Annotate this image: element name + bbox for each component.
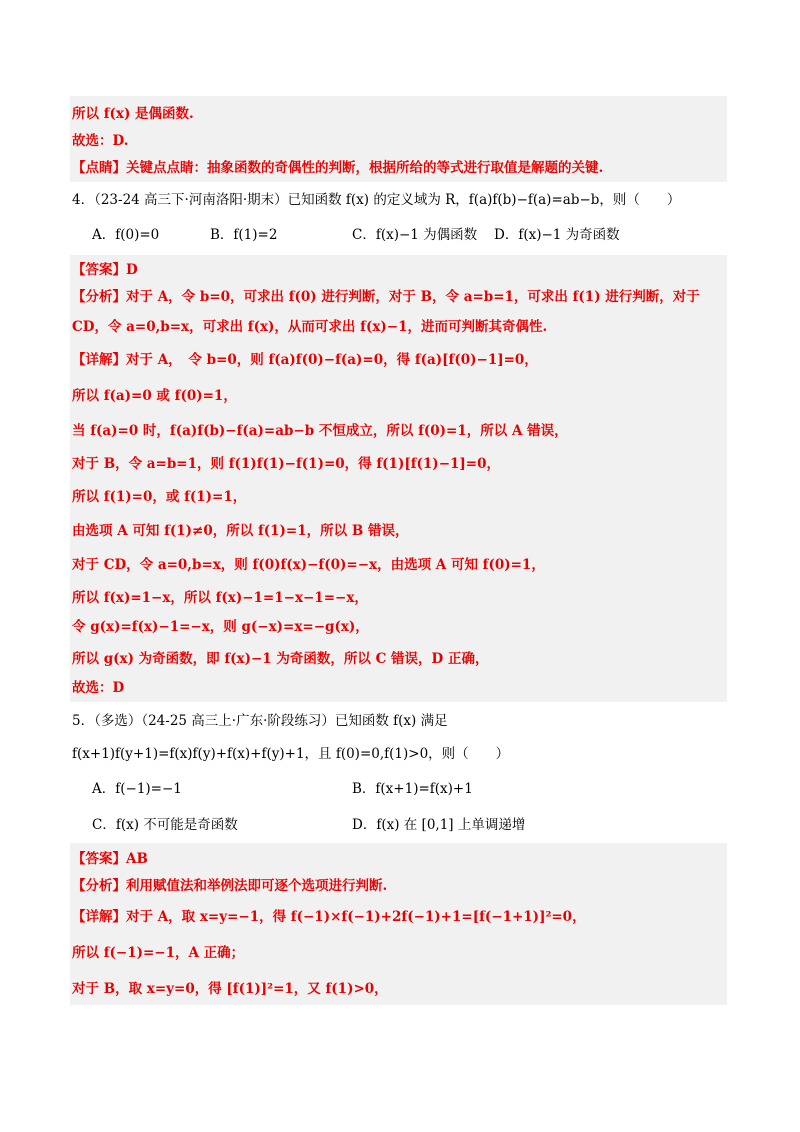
q4-option-c: C．f(x)−1 为偶函数 [352, 227, 478, 243]
q5-option-a: A．f(−1)=−1 [92, 781, 182, 797]
answer-line: 【答案】AB [72, 851, 148, 867]
detail-line: 【详解】对于 A，取 x=y=−1，得 f(−1)×f(−1)+2f(−1)+1=[f(−1+1)]²=0， [72, 909, 586, 925]
detail-line: 【详解】对于 A， 令 b=0，则 f(a)f(0)−f(a)=0，得 f(a)[f(0)−1]=0， [72, 352, 538, 368]
question-5-stem-equation: f(x+1)f(y+1)=f(x)f(y)+f(x)+f(y)+1，且 f(0)=0,f(1)>0，则（ ） [72, 746, 510, 762]
detail-line: 对于 B，令 a=b=1，则 f(1)f(1)−f(1)=0，得 f(1)[f(1)−1]=0， [72, 456, 500, 472]
detail-line: 令 g(x)=f(x)−1=−x，则 g(−x)=x=−g(x)， [72, 619, 369, 635]
q5-option-c: C．f(x) 不可能是奇函数 [92, 817, 238, 833]
detail-line: 所以 g(x) 为奇函数，即 f(x)−1 为奇函数，所以 C 错误，D 正确， [72, 651, 489, 667]
detail-line: 所以 f(x)=1−x，所以 f(x)−1=1−x−1=−x， [72, 590, 368, 606]
key-point-line: 【点睛】关键点点睛：抽象函数的奇偶性的判断，根据所给的等式进行取值是解题的关键. [72, 160, 604, 176]
q4-option-d: D．f(x)−1 为奇函数 [494, 227, 620, 243]
q4-option-a: A．f(0)=0 [92, 227, 160, 243]
analysis-line: 【分析】对于 A，令 b=0，可求出 f(0) 进行判断，对于 B，令 a=b=1，可求出 f(1) 进行判断，对于 [72, 289, 700, 305]
detail-line: 对于 B，取 x=y=0，得 [f(1)]²=1，又 f(1)>0， [72, 981, 388, 997]
q5-option-b: B．f(x+1)=f(x)+1 [352, 781, 473, 797]
analysis-line: 【分析】利用赋值法和举例法即可逐个选项进行判断. [72, 878, 388, 894]
analysis-line: CD，令 a=0,b=x，可求出 f(x)，从而可求出 f(x)−1，进而可判断其奇偶性. [72, 319, 548, 335]
detail-line: 所以 f(−1)=−1，A 正确； [72, 945, 245, 961]
detail-line: 当 f(a)=0 时，f(a)f(b)−f(a)=ab−b 不恒成立，所以 f(0)=1，所以 A 错误， [72, 423, 568, 439]
q4-option-b: B．f(1)=2 [210, 227, 278, 243]
solution-line: 故选：D. [72, 133, 129, 149]
detail-line: 由选项 A 可知 f(1)≠0，所以 f(1)=1，所以 B 错误， [72, 523, 409, 539]
detail-line: 对于 CD，令 a=0,b=x，则 f(0)f(x)−f(0)=−x，由选项 A 可知 f(0)=1， [72, 557, 545, 573]
question-5-stem: 5．（多选）（24-25 高三上·广东·阶段练习）已知函数 f(x) 满足 [72, 713, 448, 729]
choice-line: 故选：D [72, 680, 125, 696]
answer-line: 【答案】D [72, 262, 138, 278]
solution-line: 所以 f(x) 是偶函数. [72, 106, 194, 122]
question-4-stem: 4．（23-24 高三下·河南洛阳·期末）已知函数 f(x) 的定义域为 R，f(a)f(b)−f(a)=ab−b，则（ ） [72, 192, 681, 208]
q5-option-d: D．f(x) 在 [0,1] 上单调递增 [352, 817, 526, 833]
detail-line: 所以 f(a)=0 或 f(0)=1， [72, 388, 237, 404]
detail-line: 所以 f(1)=0，或 f(1)=1， [72, 489, 247, 505]
